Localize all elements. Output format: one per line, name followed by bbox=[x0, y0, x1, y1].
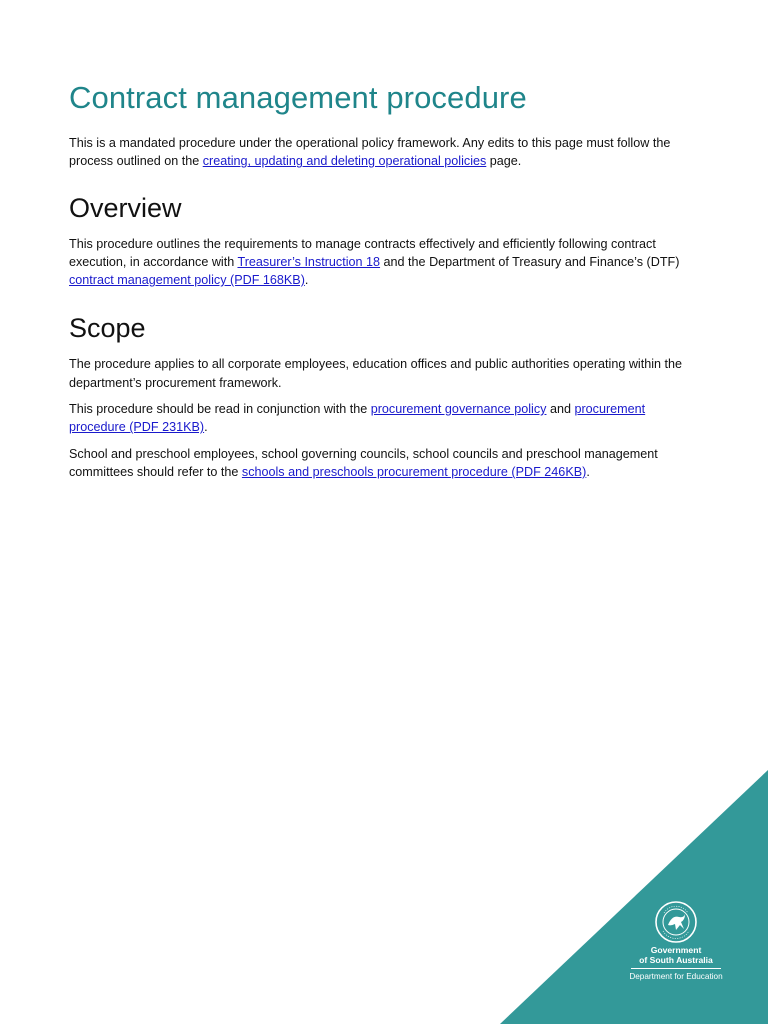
schools-preschools-procurement-link[interactable]: schools and preschools procurement procedure (PDF 246KB) bbox=[241, 464, 587, 479]
document-content bbox=[69, 78, 705, 489]
overview-text-2: and the Department of Treasury and Finance’s (DTF) bbox=[380, 254, 680, 269]
piping-shrike-seal-icon bbox=[654, 900, 698, 944]
scope-p3-text-1: School and preschool employees, school governing councils, school councils and preschool management committees should refer to the bbox=[69, 446, 658, 479]
treasurers-instruction-link[interactable]: Treasurer’s Instruction 18 bbox=[237, 254, 381, 269]
logo-line-government: Government bbox=[650, 945, 702, 955]
overview-text-1: This procedure outlines the requirements to manage contracts effectively and efficiently following contract execution, in accordance with bbox=[69, 236, 656, 269]
government-logo bbox=[620, 900, 732, 992]
logo-divider bbox=[631, 968, 721, 969]
operational-policies-link[interactable]: creating, updating and deleting operational policies bbox=[202, 154, 487, 169]
intro-text-2: page. bbox=[486, 154, 522, 169]
contract-management-policy-link[interactable]: contract management policy (PDF 168KB) bbox=[69, 273, 305, 288]
procurement-procedure-link[interactable]: procurement procedure (PDF 231KB) bbox=[69, 402, 646, 435]
scope-p2-text-3: . bbox=[204, 420, 208, 435]
logo-line-department: Department for Education bbox=[629, 972, 723, 982]
logo-line-south-australia: of South Australia bbox=[639, 954, 713, 965]
overview-paragraph bbox=[69, 235, 705, 290]
overview-heading: Overview bbox=[69, 192, 182, 223]
procurement-governance-policy-link[interactable]: procurement governance policy bbox=[370, 402, 547, 417]
scope-p3-text-2: . bbox=[586, 464, 590, 479]
overview-text-3: . bbox=[304, 273, 309, 288]
scope-paragraph-2 bbox=[69, 400, 705, 437]
intro-paragraph bbox=[69, 134, 705, 171]
intro-text-1: This is a mandated procedure under the operational policy framework. Any edits to this page must follow the process outlined on the bbox=[69, 136, 671, 169]
scope-p2-text-2: and bbox=[546, 402, 575, 417]
scope-paragraph-1: The procedure applies to all corporate employees, education offices and public authorities operating within the department’s procurement framework. bbox=[69, 357, 683, 390]
scope-heading: Scope bbox=[69, 313, 146, 344]
page-title: Contract management procedure bbox=[69, 80, 527, 115]
scope-paragraph-3 bbox=[69, 445, 705, 482]
scope-p2-text-1: This procedure should be read in conjunction with the bbox=[69, 402, 371, 417]
